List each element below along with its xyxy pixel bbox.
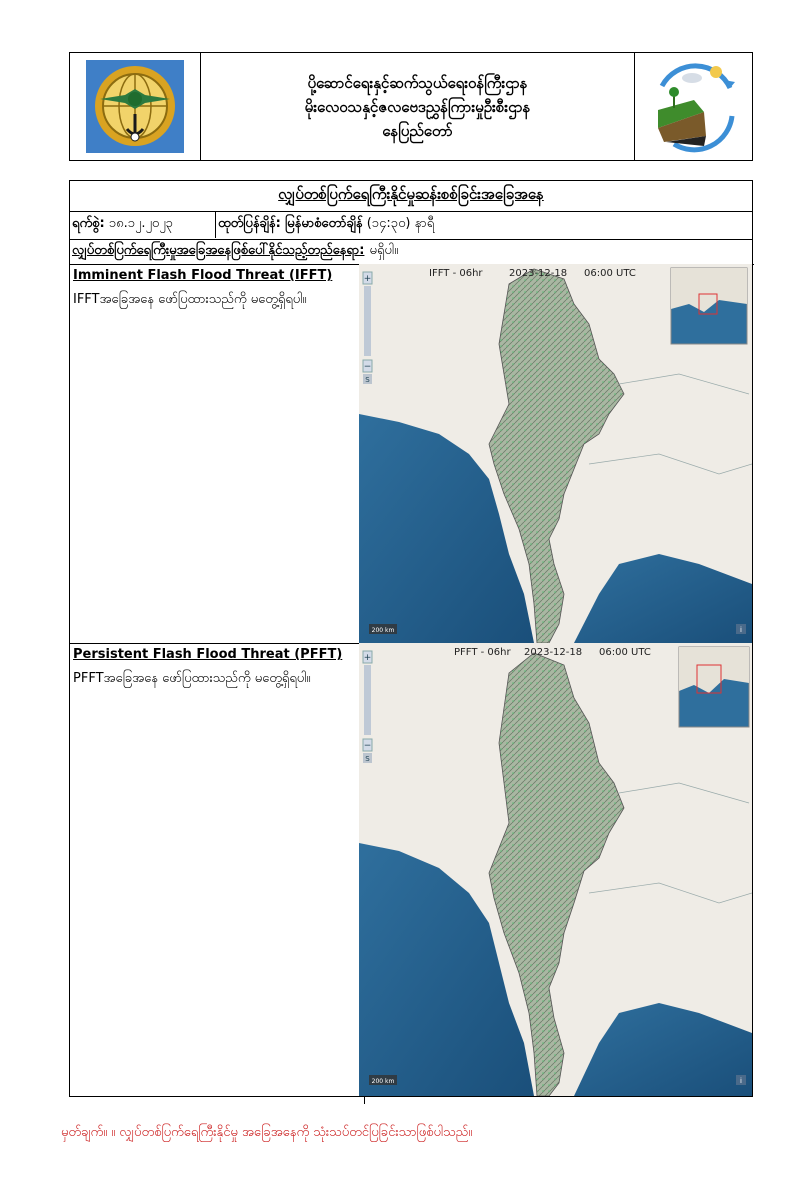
pfft-scale-text: 200 km: [371, 1078, 395, 1085]
issue-time-zone: မြန်မာစံတော်ချိန်: [285, 216, 363, 231]
pfft-heading: Persistent Flash Flood Threat (PFFT): [73, 647, 343, 662]
ifft-info-label: i: [740, 626, 742, 634]
date-label: ရက်စွဲ:: [72, 216, 105, 231]
date-cell: [70, 211, 216, 238]
ifft-heading: Imminent Flash Flood Threat (IFFT): [73, 268, 333, 283]
affected-area-label: လျှပ်တစ်ပြက်ရေကြီးမှုအခြေအနေဖြစ်ပေါ်နိုင်သည့်တည်နေရာ:: [72, 243, 365, 258]
zoom-out-label: −: [363, 741, 372, 751]
ifft-text-cell: [70, 264, 365, 651]
layer-switch-label: S: [365, 376, 370, 384]
zoom-in-label: +: [363, 274, 372, 284]
ifft-map-time: 06:00 UTC: [584, 268, 636, 279]
left-logo-cell: [70, 53, 201, 160]
pfft-map-date: 2023-12-18: [524, 647, 583, 658]
ifft-scale-text: 200 km: [371, 627, 395, 634]
ifft-map-controls: [363, 272, 372, 384]
pfft-map-controls: [363, 651, 372, 763]
report-table: [69, 180, 753, 1097]
report-title-row: [70, 181, 752, 212]
hydro-cycle-logo-icon: [644, 58, 744, 154]
pfft-map-image: [359, 643, 752, 1096]
pfft-text-cell: [70, 643, 365, 1104]
header-line-city: နေပြည်တော်: [382, 121, 453, 140]
issue-time-cell: [213, 211, 756, 238]
report-title: လျှပ်တစ်ပြက်ရေကြီးနိုင်မှုဆန်းစစ်ခြင်းအခြေအနေ: [278, 185, 544, 203]
footer-note: မှတ်ချက်။ ။ လျှပ်တစ်ပြက်ရေကြီးနိုင်မှု အခြေအနေကို သုံးသပ်တင်ပြခြင်းသာဖြစ်ပါသည်။: [61, 1125, 473, 1140]
ifft-map-date: 2023-12-18: [509, 268, 568, 279]
pfft-map-time: 06:00 UTC: [599, 647, 651, 658]
ifft-text: IFFTအခြေအနေ ဖော်ပြထားသည်ကို မတွေ့ရှိရပါ။: [73, 292, 307, 307]
zoom-out-label: −: [363, 362, 372, 372]
ifft-map-title: IFFT - 06hr: [429, 268, 483, 279]
issue-time-value: (၁၄:၃၀) နာရီ: [366, 216, 435, 231]
pfft-section: [70, 643, 752, 1096]
pfft-text: PFFTအခြေအနေ ဖော်ပြထားသည်ကို မတွေ့ရှိရပါ။: [73, 671, 311, 686]
date-value: ၁၈.၁၂.၂၀၂၃: [108, 216, 173, 231]
ifft-map[interactable]: [359, 264, 752, 643]
pfft-map[interactable]: [359, 643, 752, 1096]
header-table: [69, 52, 753, 161]
header-title: [201, 53, 634, 160]
date-row: [70, 211, 752, 240]
right-logo-cell: [634, 53, 752, 160]
issue-time-label: ထုတ်ပြန်ချိန်:: [218, 216, 281, 231]
zoom-slider[interactable]: [364, 665, 371, 735]
header-line-ministry: ပို့ဆောင်ရေးနှင့်ဆက်သွယ်ရေးဝန်ကြီးဌာန: [307, 73, 528, 92]
affected-area-row: [70, 239, 754, 265]
zoom-in-label: +: [363, 653, 372, 663]
zoom-slider[interactable]: [364, 286, 371, 356]
layer-switch-label: S: [365, 755, 370, 763]
ifft-section: [70, 264, 752, 644]
pfft-map-title: PFFT - 06hr: [454, 647, 511, 658]
affected-area-value: မရှိပါ။: [369, 243, 399, 258]
header-line-department: မိုးလေဝသနှင့်ဇလဗေဒညွှန်ကြားမှုဦးစီးဌာန: [304, 97, 531, 116]
ifft-map-image: [359, 264, 752, 643]
pfft-info-label: i: [740, 1077, 742, 1085]
ministry-emblem-icon: [80, 59, 190, 154]
